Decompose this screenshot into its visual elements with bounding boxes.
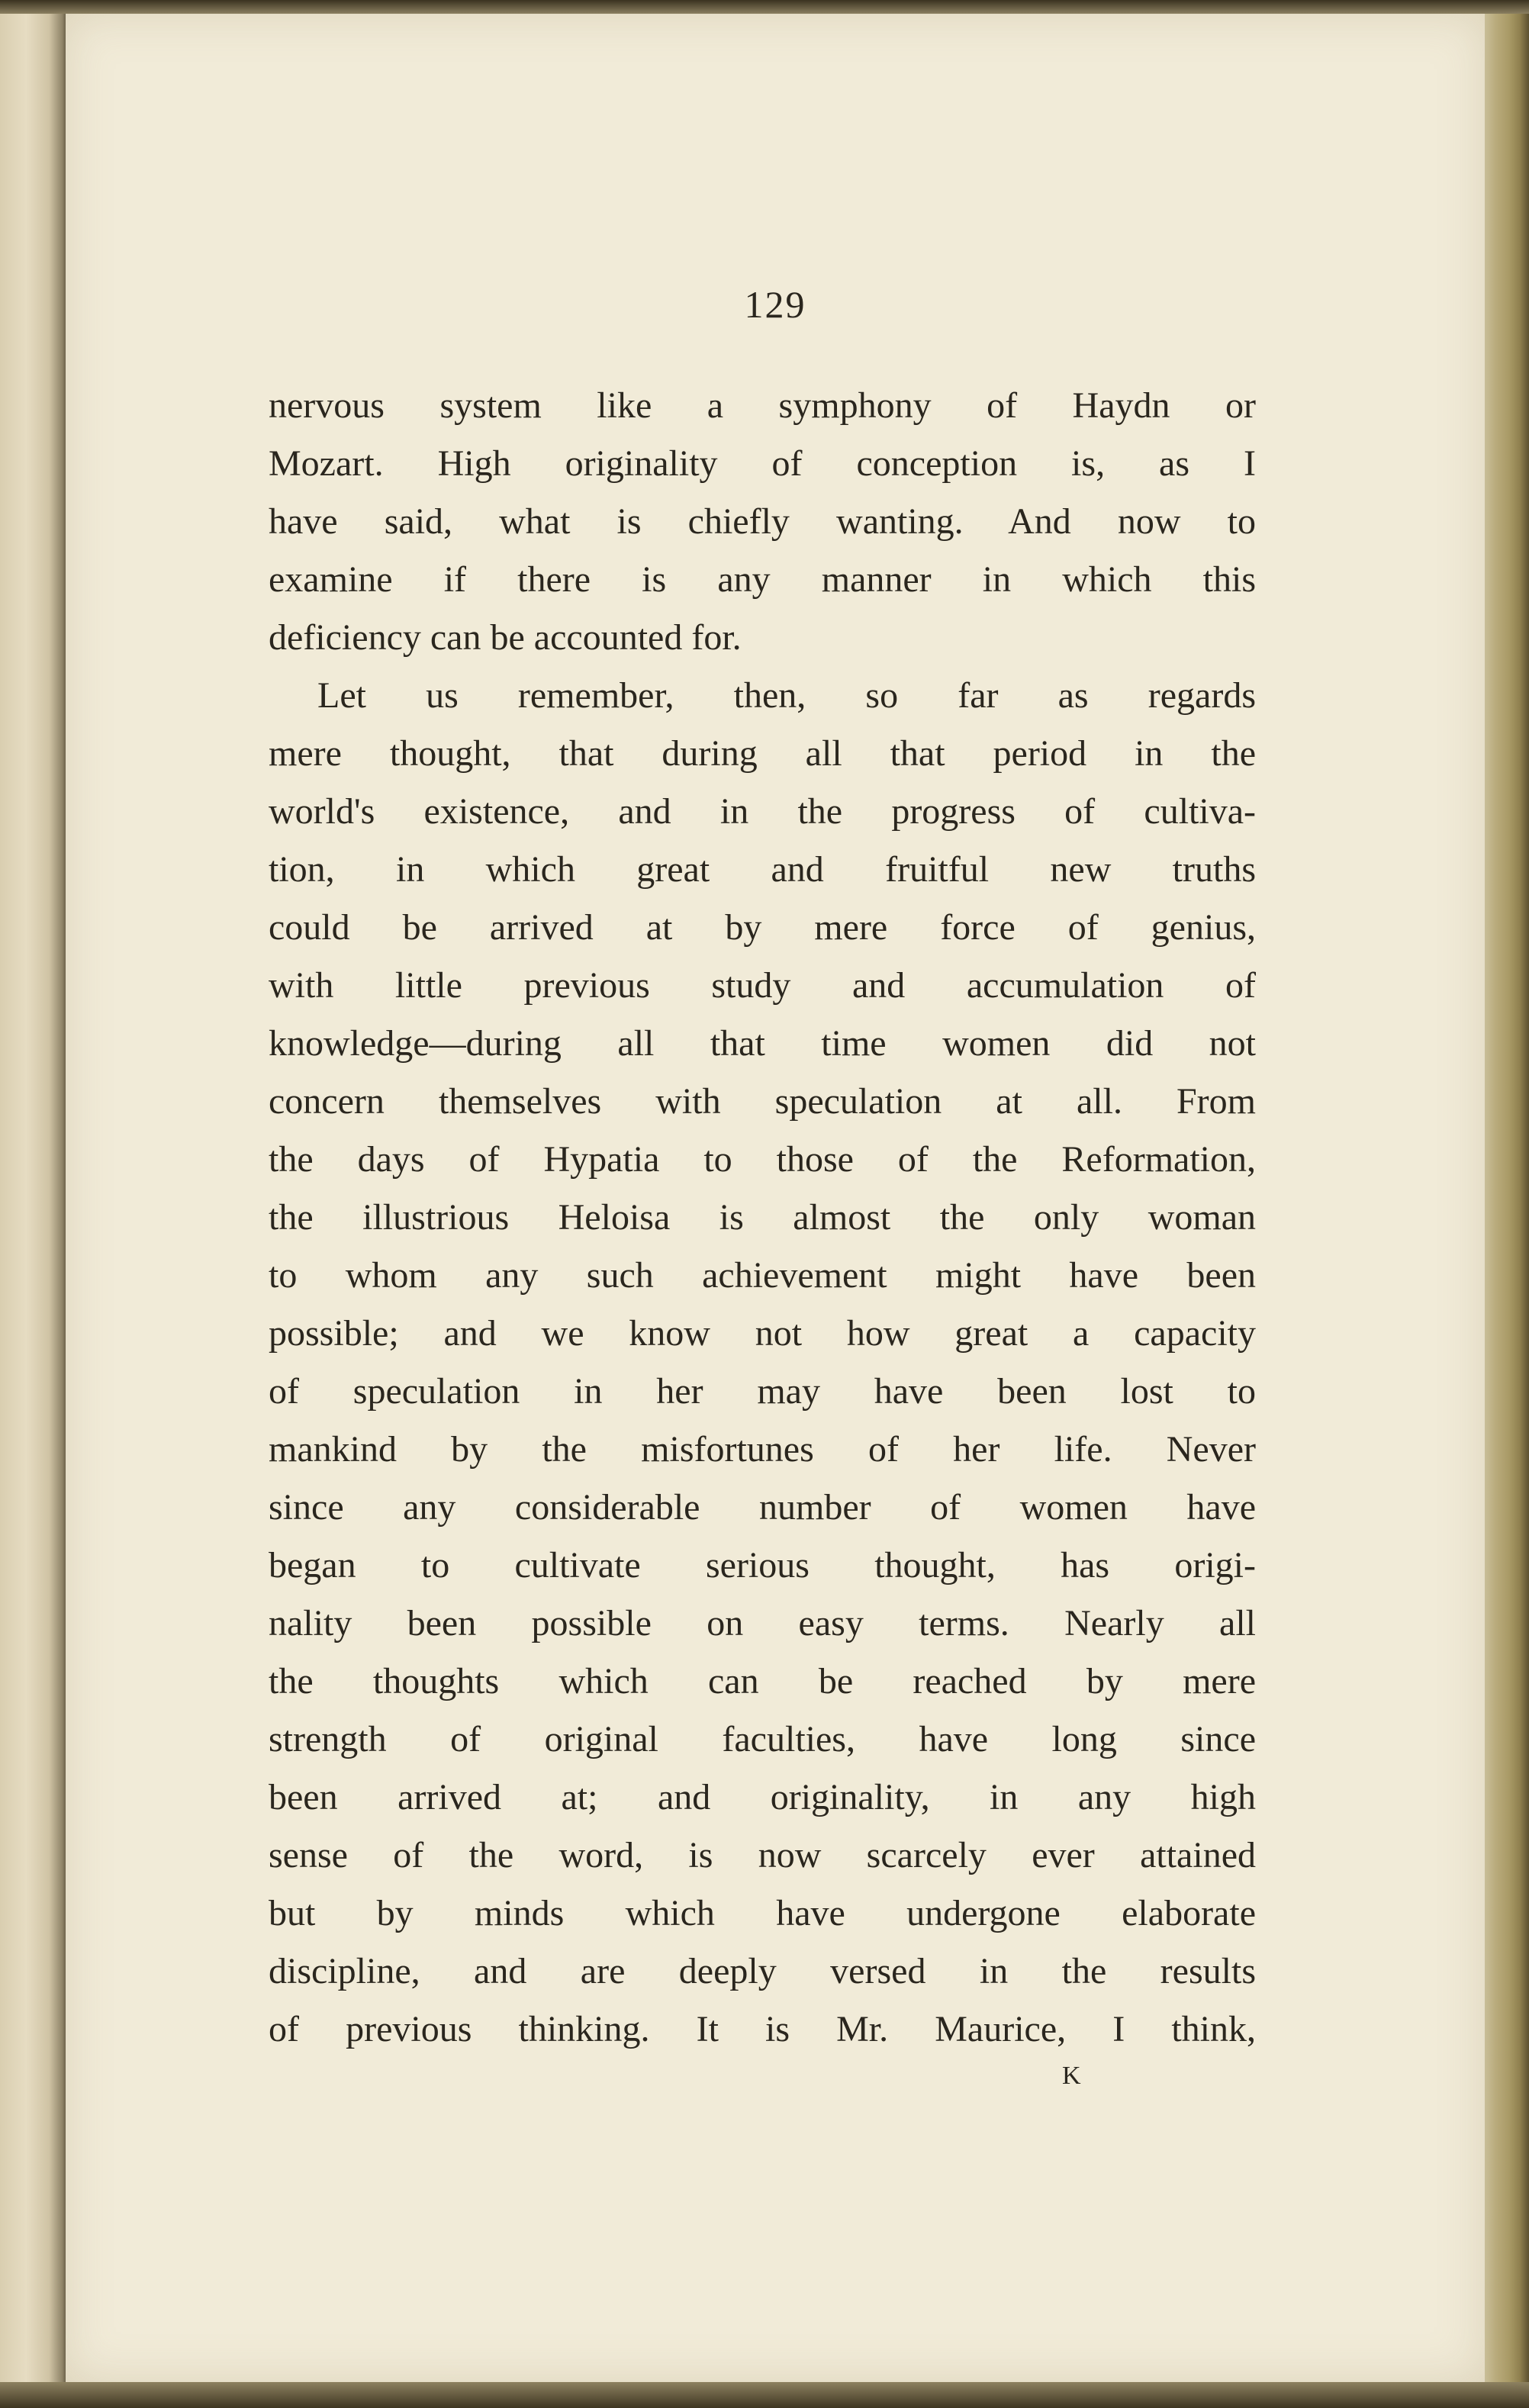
text-line: began to cultivate serious thought, has origi- (269, 1545, 1256, 1585)
text-line: discipline, and are deeply versed in the results (269, 1951, 1256, 1991)
book-top-edge (0, 0, 1529, 14)
text-line: mankind by the misfortunes of her life. Never (269, 1429, 1256, 1470)
text-line: the thoughts which can be reached by mere (269, 1661, 1256, 1701)
page-sheet (66, 14, 1485, 2382)
text-line: knowledge—during all that time women did not (269, 1023, 1256, 1064)
text-line: of speculation in her may have been lost to (269, 1371, 1256, 1412)
text-line: could be arrived at by mere force of genius, (269, 907, 1256, 948)
text-line: been arrived at; and originality, in any high (269, 1777, 1256, 1817)
text-line: Mozart. High originality of conception is, as I (269, 443, 1256, 484)
book-spine-edge (0, 0, 66, 2408)
text-line: possible; and we know not how great a capacity (269, 1313, 1256, 1354)
body-text (269, 377, 1256, 2059)
text-line: of previous thinking. It is Mr. Maurice, I think, (269, 2009, 1256, 2049)
text-line: have said, what is chiefly wanting. And now to (269, 501, 1256, 542)
text-line: tion, in which great and fruitful new truths (269, 849, 1256, 890)
text-line: strength of original faculties, have long since (269, 1719, 1256, 1759)
book-fore-edge (1485, 0, 1529, 2408)
text-line: Let us remember, then, so far as regards (317, 675, 1256, 716)
text-line: with little previous study and accumulation of (269, 965, 1256, 1006)
text-line: to whom any such achievement might have been (269, 1255, 1256, 1296)
text-line: the days of Hypatia to those of the Reformation, (269, 1139, 1256, 1180)
text-line: but by minds which have undergone elaborate (269, 1893, 1256, 1933)
text-line: world's existence, and in the progress of cultiva- (269, 791, 1256, 832)
text-line: nality been possible on easy terms. Nearly all (269, 1603, 1256, 1643)
text-line: the illustrious Heloisa is almost the only woman (269, 1197, 1256, 1238)
text-line: since any considerable number of women have (269, 1487, 1256, 1528)
text-line: nervous system like a symphony of Haydn or (269, 385, 1256, 426)
text-line: mere thought, that during all that period in the (269, 733, 1256, 774)
book-bottom-edge (0, 2382, 1529, 2408)
signature-mark: K (1062, 2062, 1082, 2090)
page-number: 129 (744, 283, 806, 326)
text-line: examine if there is any manner in which this (269, 559, 1256, 600)
text-line: sense of the word, is now scarcely ever attained (269, 1835, 1256, 1875)
text-line: concern themselves with speculation at all. From (269, 1081, 1256, 1122)
text-line: deficiency can be accounted for. (269, 617, 742, 658)
